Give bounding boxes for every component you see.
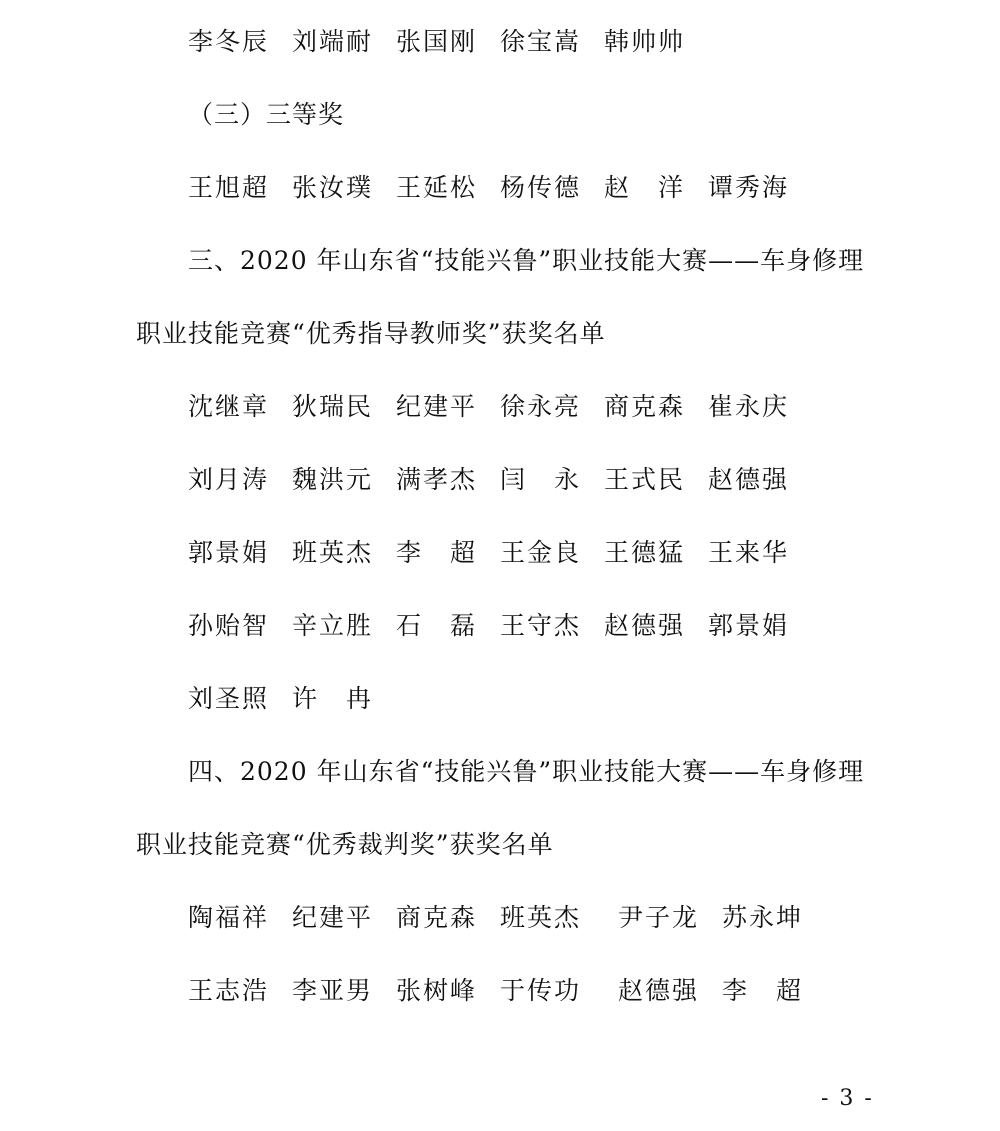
name: 李 超 bbox=[396, 538, 478, 567]
name: 谭秀海 bbox=[708, 173, 790, 202]
name: 满孝杰 bbox=[396, 465, 478, 494]
name: 沈继章 bbox=[188, 392, 270, 421]
section-4-title-line-1: 四、2020 年山东省“技能兴鲁”职业技能大赛——车身修理 bbox=[188, 757, 865, 786]
name: 赵 洋 bbox=[604, 173, 686, 202]
name: 班英杰 bbox=[500, 903, 582, 932]
name: 杨传德 bbox=[500, 173, 582, 202]
name: 王旭超 bbox=[188, 173, 270, 202]
name: 郭景娟 bbox=[188, 538, 270, 567]
name: 李亚男 bbox=[292, 976, 374, 1005]
name: 王延松 bbox=[396, 173, 478, 202]
name: 王德猛 bbox=[604, 538, 686, 567]
name: 王守杰 bbox=[500, 611, 582, 640]
name: 李冬辰 bbox=[188, 27, 270, 56]
name-row-13 bbox=[188, 903, 826, 933]
name: 赵德强 bbox=[708, 465, 790, 494]
name-row-8 bbox=[188, 538, 812, 568]
name: 王式民 bbox=[604, 465, 686, 494]
name: 郭景娟 bbox=[708, 611, 790, 640]
name: 狄瑞民 bbox=[292, 392, 374, 421]
name: 徐宝嵩 bbox=[500, 27, 582, 56]
name: 徐永亮 bbox=[500, 392, 582, 421]
name: 刘圣照 bbox=[188, 684, 270, 713]
page-number: - 3 - bbox=[821, 1086, 874, 1111]
name: 韩帅帅 bbox=[604, 27, 686, 56]
name: 商克森 bbox=[396, 903, 478, 932]
name: 刘端耐 bbox=[292, 27, 374, 56]
name: 纪建平 bbox=[292, 903, 374, 932]
name: 辛立胜 bbox=[292, 611, 374, 640]
name: 班英杰 bbox=[292, 538, 374, 567]
name: 许 冉 bbox=[292, 684, 374, 713]
name-row-9 bbox=[188, 611, 812, 641]
third-prize-heading: （三）三等奖 bbox=[188, 100, 345, 129]
name: 李 超 bbox=[722, 976, 804, 1005]
name: 魏洪元 bbox=[292, 465, 374, 494]
name-row-1 bbox=[188, 27, 708, 57]
name-row-14 bbox=[188, 976, 826, 1006]
name: 石 磊 bbox=[396, 611, 478, 640]
section-4-title-line-2: 职业技能竞赛“优秀裁判奖”获奖名单 bbox=[136, 830, 554, 859]
name: 赵德强 bbox=[618, 976, 700, 1005]
name-row-6 bbox=[188, 392, 812, 422]
name: 于传功 bbox=[500, 976, 582, 1005]
name-row-10 bbox=[188, 684, 396, 714]
name: 王志浩 bbox=[188, 976, 270, 1005]
name: 刘月涛 bbox=[188, 465, 270, 494]
name: 商克森 bbox=[604, 392, 686, 421]
name-row-7 bbox=[188, 465, 812, 495]
section-3-title-line-2: 职业技能竞赛“优秀指导教师奖”获奖名单 bbox=[136, 319, 606, 348]
name: 崔永庆 bbox=[708, 392, 790, 421]
name: 苏永坤 bbox=[722, 903, 804, 932]
name: 孙贻智 bbox=[188, 611, 270, 640]
name: 张国刚 bbox=[396, 27, 478, 56]
section-3-title-line-1: 三、2020 年山东省“技能兴鲁”职业技能大赛——车身修理 bbox=[188, 246, 865, 275]
name: 陶福祥 bbox=[188, 903, 270, 932]
name: 尹子龙 bbox=[618, 903, 700, 932]
name: 王金良 bbox=[500, 538, 582, 567]
name: 赵德强 bbox=[604, 611, 686, 640]
name: 张树峰 bbox=[396, 976, 478, 1005]
name-row-3 bbox=[188, 173, 812, 203]
name: 纪建平 bbox=[396, 392, 478, 421]
name: 闫 永 bbox=[500, 465, 582, 494]
name: 张汝璞 bbox=[292, 173, 374, 202]
name: 王来华 bbox=[708, 538, 790, 567]
